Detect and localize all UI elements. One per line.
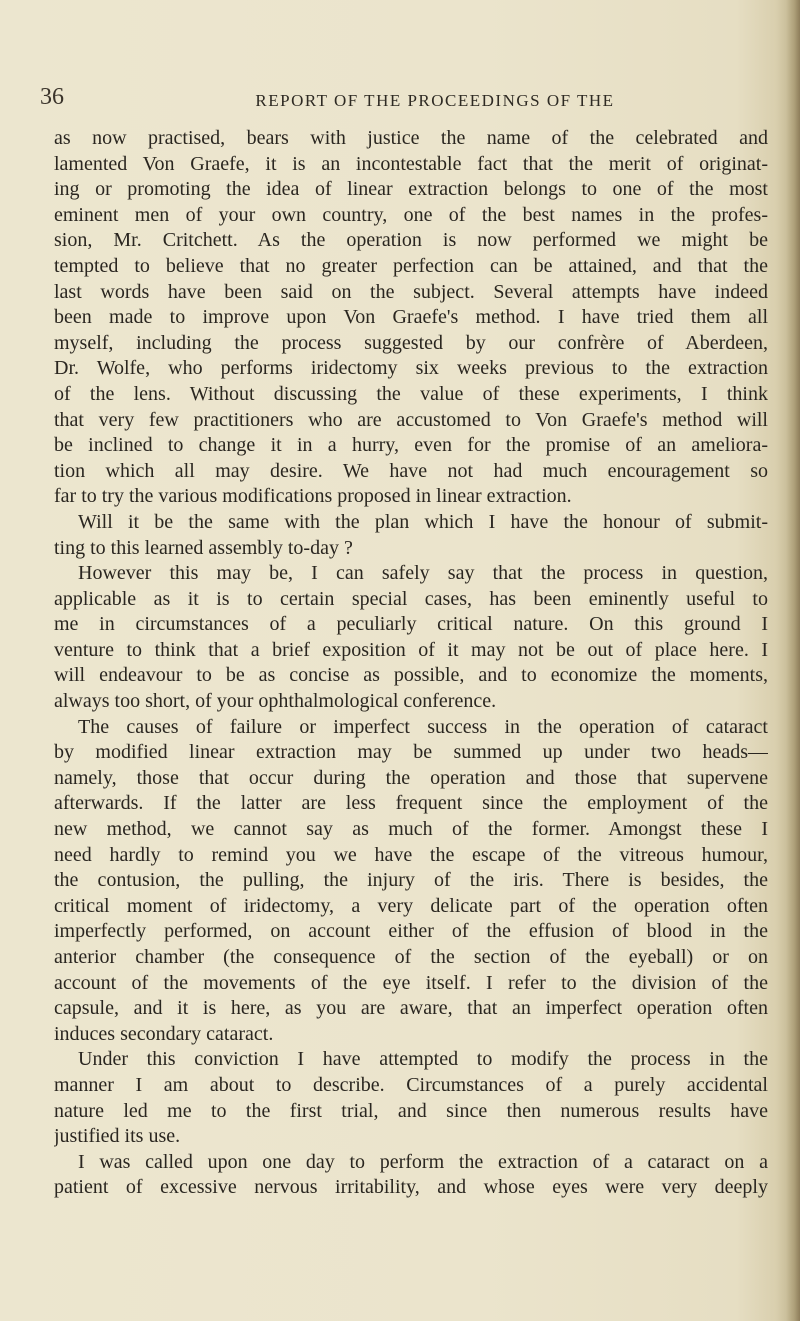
text-line: Dr. Wolfe, who performs iridectomy six weeks previous to the extraction: [54, 357, 768, 380]
text-line: critical moment of iridectomy, a very delicate part of the operation often: [54, 894, 768, 917]
text-line: patient of excessive nervous irritability, and whose eyes were very deeply: [54, 1176, 768, 1199]
page-edge-shadow: [786, 0, 800, 1321]
page-number: 36: [40, 84, 64, 110]
text-line: will endeavour to be as concise as possible, and to economize the moments,: [54, 664, 768, 687]
text-line: nature led me to the first trial, and since then numerous results have: [54, 1099, 768, 1122]
running-head: REPORT OF THE PROCEEDINGS OF THE: [255, 91, 615, 110]
text-line: imperfectly performed, on account either of the effusion of blood in the: [54, 920, 768, 943]
text-line: tempted to believe that no greater perfection can be attained, and that the: [54, 254, 768, 277]
text-line: that very few practitioners who are accustomed to Von Graefe's method will: [54, 408, 768, 431]
text-line: applicable as it is to certain special cases, has been eminently useful to: [54, 587, 768, 610]
text-line: far to try the various modifications proposed in linear extraction.: [54, 485, 572, 508]
text-line: Under this conviction I have attempted to modify the process in the: [78, 1048, 768, 1071]
text-line: the contusion, the pulling, the injury of the iris. There is besides, the: [54, 869, 768, 892]
text-line: sion, Mr. Critchett. As the operation is now performed we might be: [54, 229, 768, 252]
text-line: afterwards. If the latter are less frequent since the employment of the: [54, 792, 768, 815]
text-line: namely, those that occur during the operation and those that supervene: [54, 766, 768, 789]
text-line: by modified linear extraction may be summed up under two heads—: [54, 741, 768, 764]
text-line: of the lens. Without discussing the value of these experiments, I think: [54, 382, 768, 405]
text-line: anterior chamber (the consequence of the section of the eyeball) or on: [54, 946, 768, 968]
text-line: ting to this learned assembly to-day ?: [54, 536, 353, 559]
text-line: last words have been said on the subject. Several attempts have indeed: [54, 280, 768, 303]
body-text: [54, 126, 768, 1201]
text-line: need hardly to remind you we have the escape of the vitreous humour,: [54, 843, 768, 866]
text-line: as now practised, bears with justice the name of the celebrated and: [54, 127, 768, 149]
text-line: been made to improve upon Von Graefe's method. I have tried them all: [54, 306, 768, 329]
text-line: myself, including the process suggested by our confrère of Aberdeen,: [54, 331, 768, 354]
text-line: be inclined to change it in a hurry, even for the promise of an ameliora-: [54, 434, 768, 457]
text-line: lamented Von Graefe, it is an incontestable fact that the merit of originat-: [54, 152, 768, 175]
text-line: manner I am about to describe. Circumstances of a purely accidental: [54, 1073, 768, 1096]
text-line: However this may be, I can safely say that the process in question,: [78, 562, 768, 585]
text-line: ing or promoting the idea of linear extraction belongs to one of the most: [54, 178, 768, 201]
text-line: account of the movements of the eye itself. I refer to the division of the: [54, 971, 768, 994]
text-line: new method, we cannot say as much of the former. Amongst these I: [54, 818, 768, 841]
text-line: eminent men of your own country, one of the best names in the profes-: [54, 203, 768, 226]
text-line: justified its use.: [54, 1125, 181, 1148]
text-line: venture to think that a brief exposition of it may not be out of place here. I: [54, 638, 768, 661]
text-line: induces secondary cataract.: [54, 1022, 274, 1045]
text-line: I was called upon one day to perform the extraction of a cataract on a: [78, 1150, 768, 1173]
text-line: tion which all may desire. We have not had much encouragement so: [54, 459, 768, 482]
text-line: capsule, and it is here, as you are aware, that an imperfect operation often: [54, 997, 768, 1020]
text-line: always too short, of your ophthalmological conference.: [54, 690, 497, 713]
text-line: Will it be the same with the plan which I have the honour of submit-: [78, 510, 768, 533]
text-line: The causes of failure or imperfect success in the operation of cataract: [78, 715, 768, 738]
text-line: me in circumstances of a peculiarly critical nature. On this ground I: [54, 613, 768, 636]
